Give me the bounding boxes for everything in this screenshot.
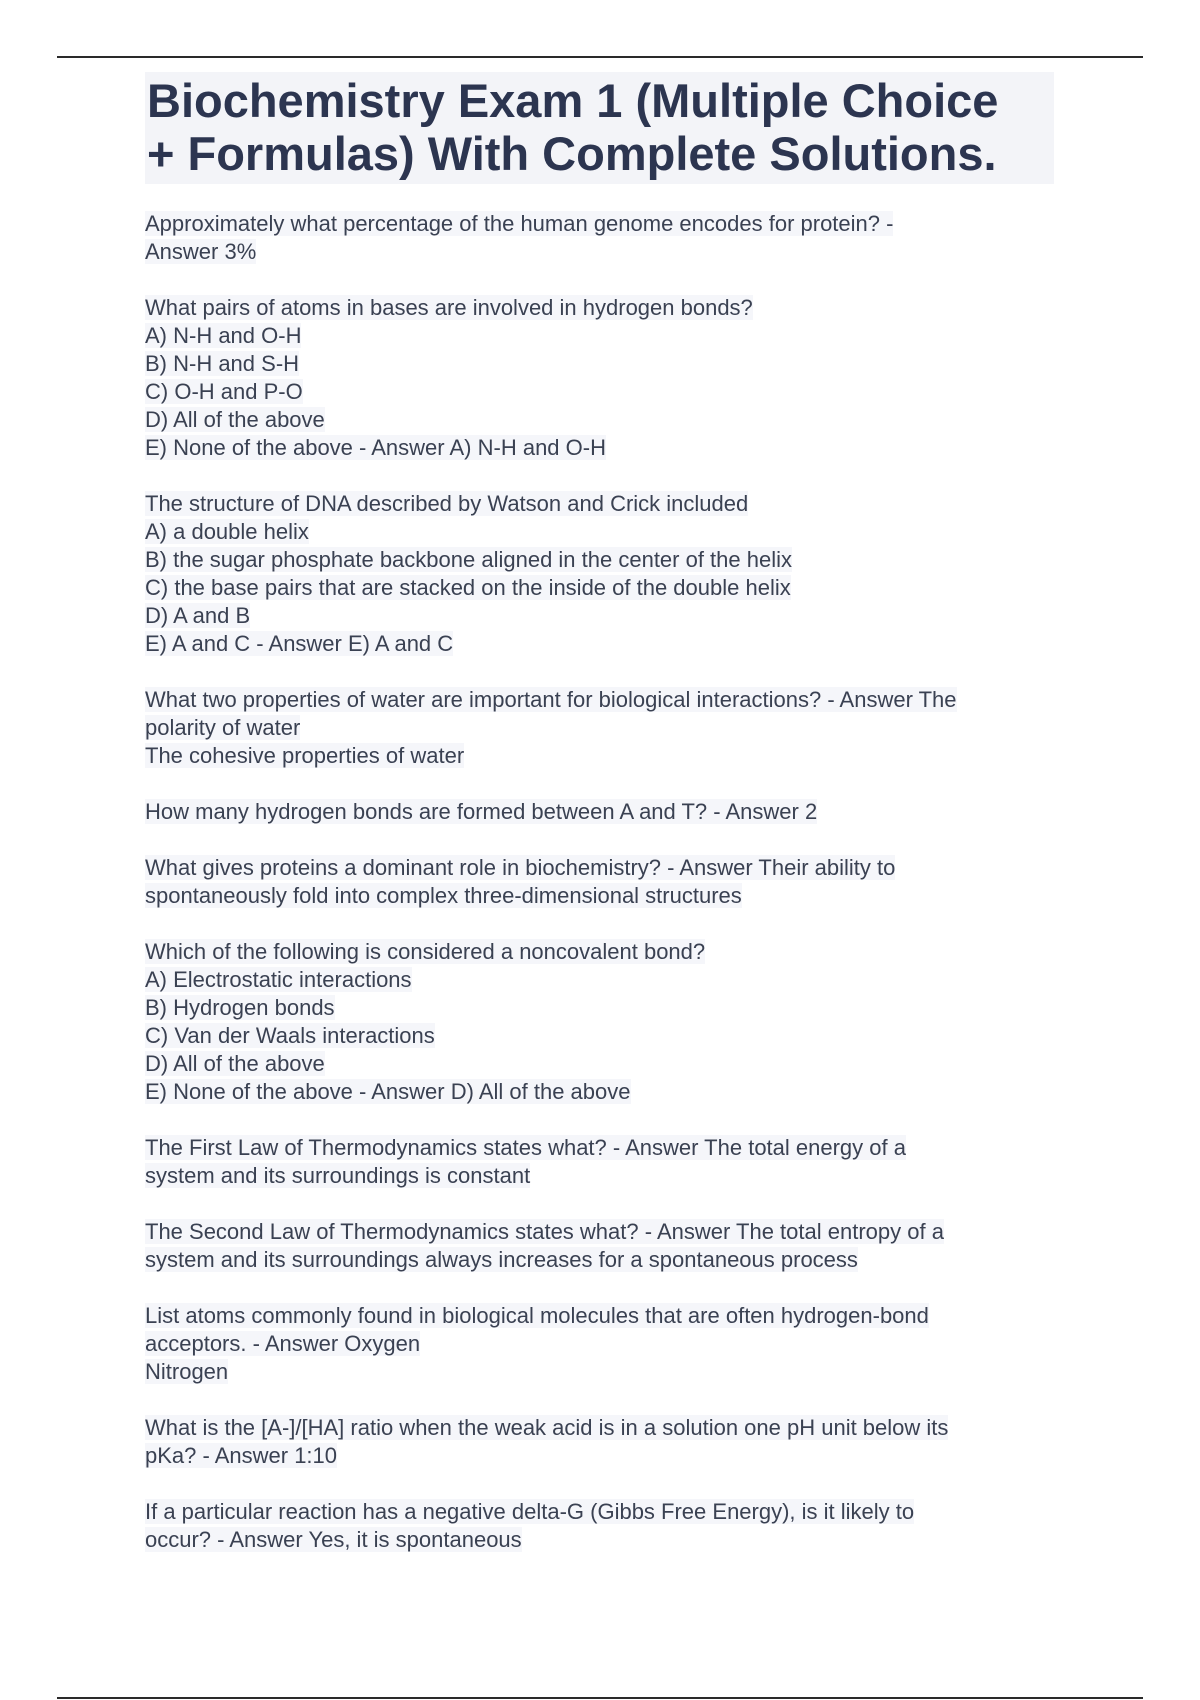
- line-text: Which of the following is considered a noncovalent bond?: [145, 939, 706, 964]
- question-line: [145, 238, 1045, 266]
- question-line: [145, 966, 1045, 994]
- question-line: [145, 1078, 1045, 1106]
- line-text: C) O-H and P-O: [145, 379, 303, 404]
- question-line: [145, 574, 1045, 602]
- question-line: [145, 406, 1045, 434]
- line-text: E) A and C - Answer E) A and C: [145, 631, 454, 656]
- line-text: List atoms commonly found in biological molecules that are often hydrogen-bond: [145, 1303, 929, 1328]
- question-block: [145, 938, 1045, 1106]
- line-text: What gives proteins a dominant role in biochemistry? - Answer Their ability to: [145, 855, 896, 880]
- question-block: [145, 1302, 1045, 1386]
- title-line-2: + Formulas) With Complete Solutions.: [147, 127, 997, 180]
- line-text: system and its surroundings always increases for a spontaneous process: [145, 1247, 858, 1272]
- line-text: E) None of the above - Answer A) N-H and O-H: [145, 435, 606, 460]
- line-text: A) N-H and O-H: [145, 323, 302, 348]
- question-line: [145, 742, 1045, 770]
- question-line: [145, 1442, 1045, 1470]
- line-text: B) the sugar phosphate backbone aligned in the center of the helix: [145, 547, 793, 572]
- line-text: The cohesive properties of water: [145, 743, 465, 768]
- line-text: The First Law of Thermodynamics states what? - Answer The total energy of a: [145, 1135, 906, 1160]
- line-text: E) None of the above - Answer D) All of the above: [145, 1079, 631, 1104]
- question-block: [145, 210, 1045, 266]
- question-block: [145, 490, 1045, 658]
- line-text: B) N-H and S-H: [145, 351, 300, 376]
- question-text: [145, 1218, 1045, 1246]
- question-text: [145, 938, 1045, 966]
- question-line: [145, 546, 1045, 574]
- question-line: [145, 378, 1045, 406]
- question-line: [145, 1358, 1045, 1386]
- question-list: [145, 210, 1045, 1582]
- line-text: What pairs of atoms in bases are involved in hydrogen bonds?: [145, 295, 753, 320]
- question-text: [145, 294, 1045, 322]
- question-text: [145, 798, 1045, 826]
- question-text: [145, 1134, 1045, 1162]
- line-text: The Second Law of Thermodynamics states what? - Answer The total entropy of a: [145, 1219, 944, 1244]
- question-line: [145, 1162, 1045, 1190]
- question-line: [145, 1246, 1045, 1274]
- question-block: [145, 1218, 1045, 1274]
- question-line: [145, 714, 1045, 742]
- line-text: occur? - Answer Yes, it is spontaneous: [145, 1527, 522, 1552]
- question-block: [145, 1134, 1045, 1190]
- question-line: [145, 1050, 1045, 1078]
- question-line: [145, 518, 1045, 546]
- question-text: [145, 1302, 1045, 1330]
- line-text: C) Van der Waals interactions: [145, 1023, 435, 1048]
- question-line: [145, 994, 1045, 1022]
- question-text: [145, 1498, 1045, 1526]
- line-text: D) A and B: [145, 603, 251, 628]
- line-text: system and its surroundings is constant: [145, 1163, 531, 1188]
- question-line: [145, 1022, 1045, 1050]
- line-text: D) All of the above: [145, 1051, 325, 1076]
- question-line: [145, 882, 1045, 910]
- line-text: If a particular reaction has a negative delta-G (Gibbs Free Energy), is it likely to: [145, 1499, 915, 1524]
- line-text: D) All of the above: [145, 407, 325, 432]
- line-text: What is the [A-]/[HA] ratio when the weak acid is in a solution one pH unit below its: [145, 1415, 949, 1440]
- question-line: [145, 322, 1045, 350]
- bottom-rule: [57, 1697, 1143, 1699]
- question-block: [145, 1498, 1045, 1554]
- line-text: acceptors. - Answer Oxygen: [145, 1331, 421, 1356]
- question-block: [145, 1414, 1045, 1470]
- line-text: How many hydrogen bonds are formed between A and T? - Answer 2: [145, 799, 818, 824]
- question-line: [145, 602, 1045, 630]
- line-text: Answer 3%: [145, 239, 257, 264]
- question-block: [145, 798, 1045, 826]
- line-text: spontaneously fold into complex three-dimensional structures: [145, 883, 742, 908]
- question-line: [145, 1330, 1045, 1358]
- line-text: Approximately what percentage of the human genome encodes for protein? -: [145, 211, 894, 236]
- line-text: A) Electrostatic interactions: [145, 967, 412, 992]
- question-text: [145, 490, 1045, 518]
- question-line: [145, 1526, 1045, 1554]
- question-block: [145, 294, 1045, 462]
- line-text: What two properties of water are important for biological interactions? - Answer The: [145, 687, 957, 712]
- line-text: Nitrogen: [145, 1359, 229, 1384]
- question-text: [145, 686, 1045, 714]
- line-text: polarity of water: [145, 715, 301, 740]
- line-text: C) the base pairs that are stacked on the inside of the double helix: [145, 575, 791, 600]
- question-text: [145, 854, 1045, 882]
- question-line: [145, 630, 1045, 658]
- question-line: [145, 350, 1045, 378]
- question-text: [145, 1414, 1045, 1442]
- line-text: The structure of DNA described by Watson and Crick included: [145, 491, 749, 516]
- document-title: [145, 72, 1054, 184]
- question-block: [145, 686, 1045, 770]
- question-block: [145, 854, 1045, 910]
- title-line-1: Biochemistry Exam 1 (Multiple Choice: [147, 74, 999, 127]
- question-text: [145, 210, 1045, 238]
- line-text: B) Hydrogen bonds: [145, 995, 335, 1020]
- question-line: [145, 434, 1045, 462]
- line-text: A) a double helix: [145, 519, 309, 544]
- top-rule: [57, 56, 1143, 58]
- line-text: pKa? - Answer 1:10: [145, 1443, 338, 1468]
